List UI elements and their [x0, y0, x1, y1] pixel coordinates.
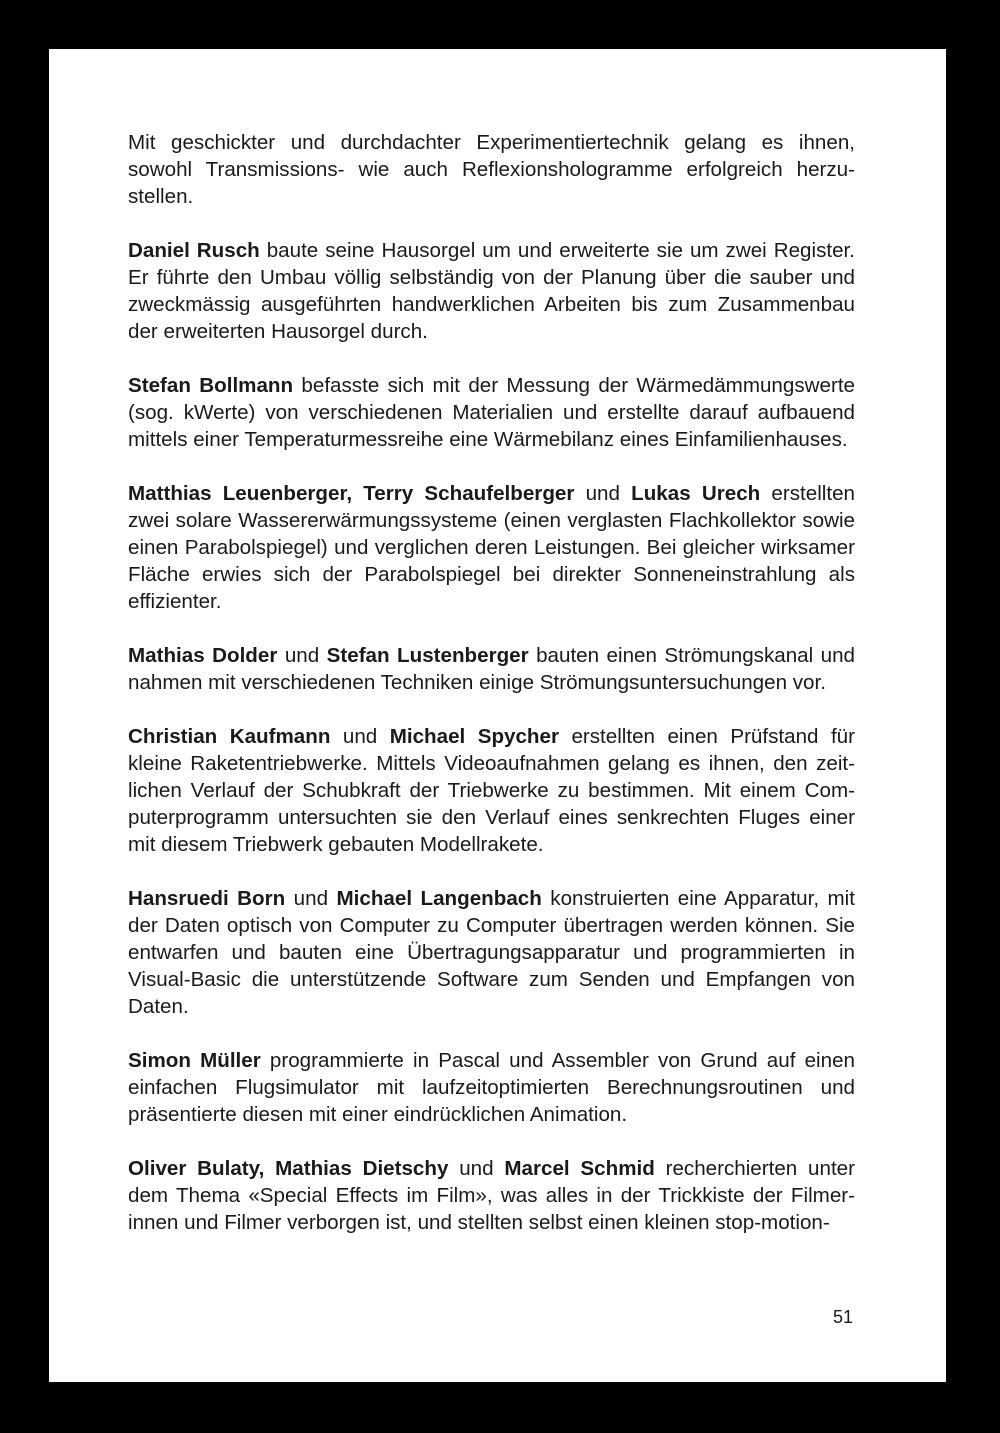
paragraph [128, 885, 855, 1020]
person-name: Marcel Schmid [504, 1157, 655, 1180]
person-name: Stefan Bollmann [128, 374, 294, 397]
person-name: Lukas Urech [631, 482, 761, 505]
paragraph-text: konstruierten eine Apparatur, mit der Daten optisch von Computer zu Computer übertragen werden können. Sie entwarfen und bauten eine Übertragungsapparatur und programmierten in Visual-Basic die unterstützende Software zum Senden und Empfangen von Daten. [128, 887, 855, 1018]
paragraph-text: und [330, 725, 390, 748]
person-name: Mathias Dolder [128, 644, 278, 667]
person-name: Matthias Leuenberger, Terry Schaufelberger [128, 482, 575, 505]
paragraph-text: recherchierten unter dem Thema «Special Effects im Film», was alles in der Trickkiste der Filmerinnen und Filmer verborgen ist, und stellten selbst einen kleinen stop-motion- [128, 1157, 855, 1234]
paragraph-text: und [448, 1157, 505, 1180]
person-name: Hansruedi Born [128, 887, 286, 910]
page-body [128, 129, 855, 1263]
paragraph [128, 129, 855, 210]
paragraph-text: baute seine Hausorgel um und erweiterte sie um zwei Register. Er führte den Umbau völlig selbständig von der Planung über die sauber und zweckmässig ausgeführten handwerklichen Arbeiten bis zum Zusammenbau der erweiterten Hausorgel durch. [128, 239, 856, 343]
document-page [49, 49, 946, 1382]
person-name: Oliver Bulaty, Mathias Dietschy [128, 1157, 449, 1180]
paragraph [128, 723, 855, 858]
person-name: Simon Müller [128, 1049, 261, 1072]
person-name: Christian Kaufmann [128, 725, 331, 748]
paragraph [128, 642, 855, 696]
paragraph-text: erstellten einen Prüfstand für kleine Raketentriebwerke. Mittels Videoaufnahmen gelang es ihnen, den zeitlichen Verlauf der Schubkraft der Triebwerke zu bestimmen. Mit einem Computerprogramm untersuchten sie den Verlauf eines senkrechten Fluges einer mit diesem Triebwerk gebauten Modellrakete. [128, 725, 855, 856]
paragraph-text: bauten einen Strömungskanal und nahmen mit verschiedenen Techniken einige Strömungsuntersuchungen vor. [128, 644, 856, 694]
paragraph [128, 372, 855, 453]
person-name: Michael Langenbach [336, 887, 542, 910]
paragraph-text: befasste sich mit der Messung der Wärmedämmungswerte (sog. kWerte) von verschiedenen Materialien und erstellte darauf aufbauend mittels einer Temperaturmessreihe eine Wärmebilanz eines Einfamilienhauses. [128, 374, 855, 451]
page-number: 51 [832, 1307, 853, 1327]
person-name: Michael Spycher [389, 725, 559, 748]
paragraph [128, 480, 855, 615]
paragraph-text: programmierte in Pascal und Assembler von Grund auf einen einfachen Flugsimulator mit laufzeitoptimierten Berechnungsroutinen und präsentierte diesen mit einer eindrücklichen Animation. [128, 1049, 855, 1126]
paragraph-text: und [277, 644, 327, 667]
person-name: Stefan Lustenberger [326, 644, 529, 667]
paragraph [128, 1047, 855, 1128]
paragraph-text: und [574, 482, 632, 505]
person-name: Daniel Rusch [128, 239, 260, 262]
paragraph-text: Mit geschickter und durchdachter Experimentiertechnik gelang es ihnen, sowohl Transmissions- wie auch Reflexionshologramme erfolgreich herzustellen. [128, 131, 855, 208]
paragraph-text: und [285, 887, 337, 910]
paragraph [128, 237, 855, 345]
paragraph-text: erstellten zwei solare Wassererwärmungssysteme (einen verglasten Flachkollektor sowie einen Parabolspiegel) und verglichen deren Leistungen. Bei gleicher wirksamer Fläche erwies sich der Parabolspiegel bei direkter Sonneneinstrahlung als effizienter. [128, 482, 855, 613]
paragraph [128, 1155, 855, 1236]
